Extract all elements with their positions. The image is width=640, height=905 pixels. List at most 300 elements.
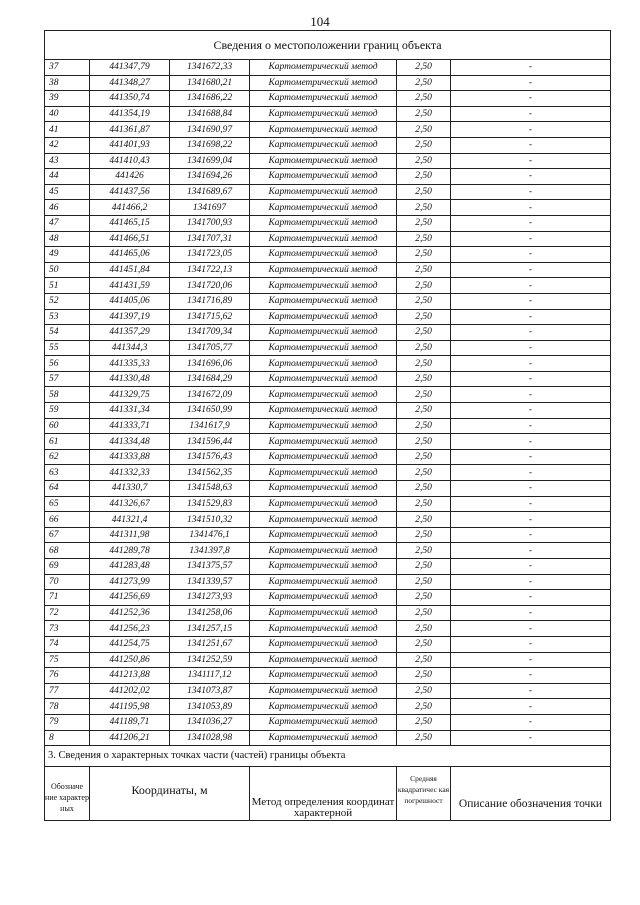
error-cell: 2,50 xyxy=(397,231,451,247)
coord-y-cell: 1341028,98 xyxy=(170,730,250,746)
method-cell: Картометрический метод xyxy=(250,215,397,231)
coord-y-cell: 1341699,04 xyxy=(170,153,250,169)
error-cell: 2,50 xyxy=(397,200,451,216)
coord-y-cell: 1341251,67 xyxy=(170,636,250,652)
method-cell: Картометрический метод xyxy=(250,356,397,372)
coord-x-cell: 441289,78 xyxy=(90,543,170,559)
coord-x-cell: 441332,33 xyxy=(90,465,170,481)
error-cell: 2,50 xyxy=(397,137,451,153)
coord-x-cell: 441426 xyxy=(90,169,170,185)
section3-header-row xyxy=(45,767,611,821)
point-number-cell: 51 xyxy=(45,278,90,294)
coord-x-cell: 441273,99 xyxy=(90,574,170,590)
point-number-cell: 75 xyxy=(45,652,90,668)
method-cell: Картометрический метод xyxy=(250,418,397,434)
description-cell: - xyxy=(451,636,611,652)
error-cell: 2,50 xyxy=(397,340,451,356)
section3-title-row xyxy=(45,746,611,767)
table-row xyxy=(45,668,611,684)
description-cell: - xyxy=(451,527,611,543)
description-cell: - xyxy=(451,730,611,746)
table-row xyxy=(45,247,611,263)
description-cell: - xyxy=(451,91,611,107)
method-cell: Картометрический метод xyxy=(250,169,397,185)
table-title-row xyxy=(45,31,611,60)
coord-y-cell: 1341529,83 xyxy=(170,496,250,512)
table-row xyxy=(45,512,611,528)
coord-y-cell: 1341510,32 xyxy=(170,512,250,528)
coord-x-cell: 441189,71 xyxy=(90,714,170,730)
coord-y-cell: 1341252,59 xyxy=(170,652,250,668)
method-cell: Картометрический метод xyxy=(250,574,397,590)
method-cell: Картометрический метод xyxy=(250,293,397,309)
table-row xyxy=(45,215,611,231)
description-cell: - xyxy=(451,356,611,372)
description-cell: - xyxy=(451,449,611,465)
method-cell: Картометрический метод xyxy=(250,106,397,122)
coord-y-cell: 1341053,89 xyxy=(170,699,250,715)
description-cell: - xyxy=(451,714,611,730)
method-cell: Картометрический метод xyxy=(250,699,397,715)
point-number-cell: 49 xyxy=(45,247,90,263)
error-cell: 2,50 xyxy=(397,403,451,419)
method-cell: Картометрический метод xyxy=(250,590,397,606)
table-row xyxy=(45,590,611,606)
coord-x-cell: 441410,43 xyxy=(90,153,170,169)
point-number-cell: 73 xyxy=(45,621,90,637)
description-cell: - xyxy=(451,590,611,606)
error-cell: 2,50 xyxy=(397,247,451,263)
coord-x-cell: 441254,75 xyxy=(90,636,170,652)
description-cell: - xyxy=(451,465,611,481)
coord-x-cell: 441465,06 xyxy=(90,247,170,263)
description-cell: - xyxy=(451,340,611,356)
description-cell: - xyxy=(451,106,611,122)
description-cell: - xyxy=(451,262,611,278)
point-number-cell: 79 xyxy=(45,714,90,730)
error-cell: 2,50 xyxy=(397,215,451,231)
point-number-cell: 65 xyxy=(45,496,90,512)
table-row xyxy=(45,714,611,730)
table-row xyxy=(45,403,611,419)
description-cell: - xyxy=(451,621,611,637)
table-row xyxy=(45,325,611,341)
table-row xyxy=(45,652,611,668)
coord-x-cell: 441361,87 xyxy=(90,122,170,138)
method-cell: Картометрический метод xyxy=(250,60,397,76)
coord-x-cell: 441465,15 xyxy=(90,215,170,231)
point-number-cell: 44 xyxy=(45,169,90,185)
error-cell: 2,50 xyxy=(397,652,451,668)
table-row xyxy=(45,137,611,153)
boundary-table-body xyxy=(45,31,611,746)
coord-x-cell: 441213,88 xyxy=(90,668,170,684)
table-row xyxy=(45,605,611,621)
coord-x-cell: 441333,88 xyxy=(90,449,170,465)
coord-y-cell: 1341257,15 xyxy=(170,621,250,637)
coord-x-cell: 441397,19 xyxy=(90,309,170,325)
point-number-cell: 41 xyxy=(45,122,90,138)
error-cell: 2,50 xyxy=(397,683,451,699)
error-cell: 2,50 xyxy=(397,574,451,590)
point-number-cell: 63 xyxy=(45,465,90,481)
coord-y-cell: 1341339,57 xyxy=(170,574,250,590)
description-cell: - xyxy=(451,325,611,341)
error-cell: 2,50 xyxy=(397,75,451,91)
coord-y-cell: 1341375,57 xyxy=(170,559,250,575)
point-number-cell: 72 xyxy=(45,605,90,621)
table-row xyxy=(45,449,611,465)
description-cell: - xyxy=(451,153,611,169)
coord-y-cell: 1341650,99 xyxy=(170,403,250,419)
table-row xyxy=(45,574,611,590)
method-cell: Картометрический метод xyxy=(250,371,397,387)
error-cell: 2,50 xyxy=(397,153,451,169)
method-cell: Картометрический метод xyxy=(250,496,397,512)
method-cell: Картометрический метод xyxy=(250,465,397,481)
coord-x-cell: 441466,51 xyxy=(90,231,170,247)
point-number-cell: 56 xyxy=(45,356,90,372)
description-cell: - xyxy=(451,543,611,559)
description-cell: - xyxy=(451,137,611,153)
point-number-cell: 39 xyxy=(45,91,90,107)
error-cell: 2,50 xyxy=(397,527,451,543)
description-cell: - xyxy=(451,683,611,699)
coord-y-cell: 1341707,31 xyxy=(170,231,250,247)
coord-x-cell: 441330,48 xyxy=(90,371,170,387)
coord-x-cell: 441401,93 xyxy=(90,137,170,153)
description-cell: - xyxy=(451,293,611,309)
table-row xyxy=(45,75,611,91)
description-cell: - xyxy=(451,278,611,294)
method-cell: Картометрический метод xyxy=(250,122,397,138)
coord-y-cell: 1341705,77 xyxy=(170,340,250,356)
point-number-cell: 68 xyxy=(45,543,90,559)
coord-y-cell: 1341684,29 xyxy=(170,371,250,387)
point-number-cell: 52 xyxy=(45,293,90,309)
method-cell: Картометрический метод xyxy=(250,137,397,153)
coord-y-cell: 1341617,9 xyxy=(170,418,250,434)
coord-x-cell: 441347,79 xyxy=(90,60,170,76)
error-cell: 2,50 xyxy=(397,543,451,559)
coord-y-cell: 1341716,89 xyxy=(170,293,250,309)
point-number-cell: 77 xyxy=(45,683,90,699)
table-row xyxy=(45,293,611,309)
coord-x-cell: 441357,29 xyxy=(90,325,170,341)
coord-y-cell: 1341709,34 xyxy=(170,325,250,341)
table-row xyxy=(45,465,611,481)
method-cell: Картометрический метод xyxy=(250,200,397,216)
coord-y-cell: 1341698,22 xyxy=(170,137,250,153)
error-cell: 2,50 xyxy=(397,668,451,684)
method-cell: Картометрический метод xyxy=(250,527,397,543)
description-cell: - xyxy=(451,652,611,668)
coord-x-cell: 441451,84 xyxy=(90,262,170,278)
description-cell: - xyxy=(451,605,611,621)
boundary-table xyxy=(44,30,611,821)
method-cell: Картометрический метод xyxy=(250,231,397,247)
point-number-cell: 67 xyxy=(45,527,90,543)
table-row xyxy=(45,340,611,356)
method-cell: Картометрический метод xyxy=(250,543,397,559)
coord-x-cell: 441202,02 xyxy=(90,683,170,699)
method-cell: Картометрический метод xyxy=(250,481,397,497)
error-cell: 2,50 xyxy=(397,325,451,341)
table-row xyxy=(45,169,611,185)
method-cell: Картометрический метод xyxy=(250,512,397,528)
point-number-cell: 60 xyxy=(45,418,90,434)
method-cell: Картометрический метод xyxy=(250,387,397,403)
point-number-cell: 62 xyxy=(45,449,90,465)
point-number-cell: 47 xyxy=(45,215,90,231)
table-row xyxy=(45,387,611,403)
coord-x-cell: 441405,06 xyxy=(90,293,170,309)
method-cell: Картометрический метод xyxy=(250,621,397,637)
coord-x-cell: 441195,98 xyxy=(90,699,170,715)
point-number-cell: 71 xyxy=(45,590,90,606)
coord-x-cell: 441256,23 xyxy=(90,621,170,637)
error-cell: 2,50 xyxy=(397,481,451,497)
method-cell: Картометрический метод xyxy=(250,730,397,746)
coord-x-cell: 441350,74 xyxy=(90,91,170,107)
description-cell: - xyxy=(451,371,611,387)
point-number-cell: 48 xyxy=(45,231,90,247)
method-cell: Картометрический метод xyxy=(250,714,397,730)
error-cell: 2,50 xyxy=(397,91,451,107)
table-row xyxy=(45,527,611,543)
coord-x-cell: 441329,75 xyxy=(90,387,170,403)
error-cell: 2,50 xyxy=(397,590,451,606)
coord-x-cell: 441334,48 xyxy=(90,434,170,450)
error-cell: 2,50 xyxy=(397,449,451,465)
coord-x-cell: 441348,27 xyxy=(90,75,170,91)
coord-y-cell: 1341672,09 xyxy=(170,387,250,403)
point-number-cell: 42 xyxy=(45,137,90,153)
point-number-cell: 64 xyxy=(45,481,90,497)
table-title: Сведения о местоположении границ объекта xyxy=(45,31,611,60)
coord-x-cell: 441206,21 xyxy=(90,730,170,746)
method-cell: Картометрический метод xyxy=(250,683,397,699)
description-cell: - xyxy=(451,574,611,590)
table-row xyxy=(45,153,611,169)
description-cell: - xyxy=(451,403,611,419)
method-cell: Картометрический метод xyxy=(250,91,397,107)
description-cell: - xyxy=(451,668,611,684)
point-number-cell: 66 xyxy=(45,512,90,528)
coord-x-cell: 441335,33 xyxy=(90,356,170,372)
method-cell: Картометрический метод xyxy=(250,262,397,278)
header-error: Средняя квадратичес кая погрешност xyxy=(397,767,451,821)
coord-y-cell: 1341562,35 xyxy=(170,465,250,481)
error-cell: 2,50 xyxy=(397,418,451,434)
method-cell: Картометрический метод xyxy=(250,668,397,684)
coord-x-cell: 441311,98 xyxy=(90,527,170,543)
table-row xyxy=(45,699,611,715)
table-row xyxy=(45,122,611,138)
point-number-cell: 50 xyxy=(45,262,90,278)
point-number-cell: 40 xyxy=(45,106,90,122)
page-number: 104 xyxy=(310,14,330,29)
description-cell: - xyxy=(451,512,611,528)
point-number-cell: 55 xyxy=(45,340,90,356)
point-number-cell: 78 xyxy=(45,699,90,715)
coord-y-cell: 1341273,93 xyxy=(170,590,250,606)
method-cell: Картометрический метод xyxy=(250,184,397,200)
description-cell: - xyxy=(451,231,611,247)
table-row xyxy=(45,356,611,372)
method-cell: Картометрический метод xyxy=(250,559,397,575)
method-cell: Картометрический метод xyxy=(250,449,397,465)
section3-title: 3. Сведения о характерных точках части (частей) границы объекта xyxy=(45,746,611,767)
coord-x-cell: 441326,67 xyxy=(90,496,170,512)
method-cell: Картометрический метод xyxy=(250,652,397,668)
error-cell: 2,50 xyxy=(397,714,451,730)
coord-y-cell: 1341576,43 xyxy=(170,449,250,465)
table-row xyxy=(45,434,611,450)
description-cell: - xyxy=(451,699,611,715)
table-row xyxy=(45,309,611,325)
table-row xyxy=(45,621,611,637)
coord-y-cell: 1341694,26 xyxy=(170,169,250,185)
table-row xyxy=(45,559,611,575)
description-cell: - xyxy=(451,418,611,434)
coord-y-cell: 1341596,44 xyxy=(170,434,250,450)
table-row xyxy=(45,278,611,294)
table-row xyxy=(45,262,611,278)
point-number-cell: 37 xyxy=(45,60,90,76)
coord-x-cell: 441252,36 xyxy=(90,605,170,621)
coord-y-cell: 1341686,22 xyxy=(170,91,250,107)
description-cell: - xyxy=(451,60,611,76)
table-row xyxy=(45,231,611,247)
method-cell: Картометрический метод xyxy=(250,605,397,621)
coord-y-cell: 1341258,06 xyxy=(170,605,250,621)
point-number-cell: 8 xyxy=(45,730,90,746)
description-cell: - xyxy=(451,481,611,497)
table-row xyxy=(45,200,611,216)
error-cell: 2,50 xyxy=(397,309,451,325)
table-row xyxy=(45,418,611,434)
table-row xyxy=(45,683,611,699)
coord-y-cell: 1341689,67 xyxy=(170,184,250,200)
error-cell: 2,50 xyxy=(397,559,451,575)
error-cell: 2,50 xyxy=(397,356,451,372)
coord-y-cell: 1341680,21 xyxy=(170,75,250,91)
coord-x-cell: 441344,3 xyxy=(90,340,170,356)
error-cell: 2,50 xyxy=(397,605,451,621)
coord-y-cell: 1341715,62 xyxy=(170,309,250,325)
coord-x-cell: 441250,86 xyxy=(90,652,170,668)
error-cell: 2,50 xyxy=(397,371,451,387)
description-cell: - xyxy=(451,309,611,325)
table-row xyxy=(45,106,611,122)
method-cell: Картометрический метод xyxy=(250,434,397,450)
error-cell: 2,50 xyxy=(397,496,451,512)
table-row xyxy=(45,730,611,746)
point-number-cell: 45 xyxy=(45,184,90,200)
coord-y-cell: 1341548,63 xyxy=(170,481,250,497)
point-number-cell: 57 xyxy=(45,371,90,387)
table-row xyxy=(45,60,611,76)
point-number-cell: 53 xyxy=(45,309,90,325)
header-description: Описание обозначения точки xyxy=(451,767,611,821)
error-cell: 2,50 xyxy=(397,512,451,528)
method-cell: Картометрический метод xyxy=(250,153,397,169)
header-method: Метод определения координат характерной xyxy=(250,767,397,821)
error-cell: 2,50 xyxy=(397,636,451,652)
error-cell: 2,50 xyxy=(397,169,451,185)
coord-x-cell: 441256,69 xyxy=(90,590,170,606)
point-number-cell: 74 xyxy=(45,636,90,652)
description-cell: - xyxy=(451,215,611,231)
error-cell: 2,50 xyxy=(397,465,451,481)
description-cell: - xyxy=(451,434,611,450)
coord-y-cell: 1341036,27 xyxy=(170,714,250,730)
coord-x-cell: 441333,71 xyxy=(90,418,170,434)
method-cell: Картометрический метод xyxy=(250,278,397,294)
coord-x-cell: 441431,59 xyxy=(90,278,170,294)
coord-x-cell: 441331,34 xyxy=(90,403,170,419)
error-cell: 2,50 xyxy=(397,60,451,76)
coord-y-cell: 1341723,05 xyxy=(170,247,250,263)
coord-x-cell: 441283,48 xyxy=(90,559,170,575)
method-cell: Картометрический метод xyxy=(250,309,397,325)
table-row xyxy=(45,496,611,512)
boundary-document xyxy=(44,30,610,821)
error-cell: 2,50 xyxy=(397,278,451,294)
header-designation: Обозначе ние характер ных xyxy=(45,767,90,821)
description-cell: - xyxy=(451,122,611,138)
coord-y-cell: 1341397,8 xyxy=(170,543,250,559)
point-number-cell: 54 xyxy=(45,325,90,341)
point-number-cell: 38 xyxy=(45,75,90,91)
description-cell: - xyxy=(451,559,611,575)
point-number-cell: 70 xyxy=(45,574,90,590)
method-cell: Картометрический метод xyxy=(250,403,397,419)
coord-y-cell: 1341476,1 xyxy=(170,527,250,543)
coord-y-cell: 1341690,97 xyxy=(170,122,250,138)
table-row xyxy=(45,543,611,559)
description-cell: - xyxy=(451,200,611,216)
error-cell: 2,50 xyxy=(397,699,451,715)
error-cell: 2,50 xyxy=(397,621,451,637)
description-cell: - xyxy=(451,387,611,403)
description-cell: - xyxy=(451,169,611,185)
table-row xyxy=(45,371,611,387)
coord-y-cell: 1341720,06 xyxy=(170,278,250,294)
coord-x-cell: 441330,7 xyxy=(90,481,170,497)
error-cell: 2,50 xyxy=(397,387,451,403)
description-cell: - xyxy=(451,496,611,512)
point-number-cell: 61 xyxy=(45,434,90,450)
description-cell: - xyxy=(451,184,611,200)
point-number-cell: 69 xyxy=(45,559,90,575)
coord-y-cell: 1341722,13 xyxy=(170,262,250,278)
method-cell: Картометрический метод xyxy=(250,325,397,341)
error-cell: 2,50 xyxy=(397,262,451,278)
method-cell: Картометрический метод xyxy=(250,636,397,652)
point-number-cell: 58 xyxy=(45,387,90,403)
method-cell: Картометрический метод xyxy=(250,247,397,263)
error-cell: 2,50 xyxy=(397,106,451,122)
coord-y-cell: 1341697 xyxy=(170,200,250,216)
coord-y-cell: 1341688,84 xyxy=(170,106,250,122)
header-coordinates: Координаты, м xyxy=(90,767,250,821)
coord-y-cell: 1341700,93 xyxy=(170,215,250,231)
coord-x-cell: 441466,2 xyxy=(90,200,170,216)
coord-x-cell: 441354,19 xyxy=(90,106,170,122)
description-cell: - xyxy=(451,75,611,91)
